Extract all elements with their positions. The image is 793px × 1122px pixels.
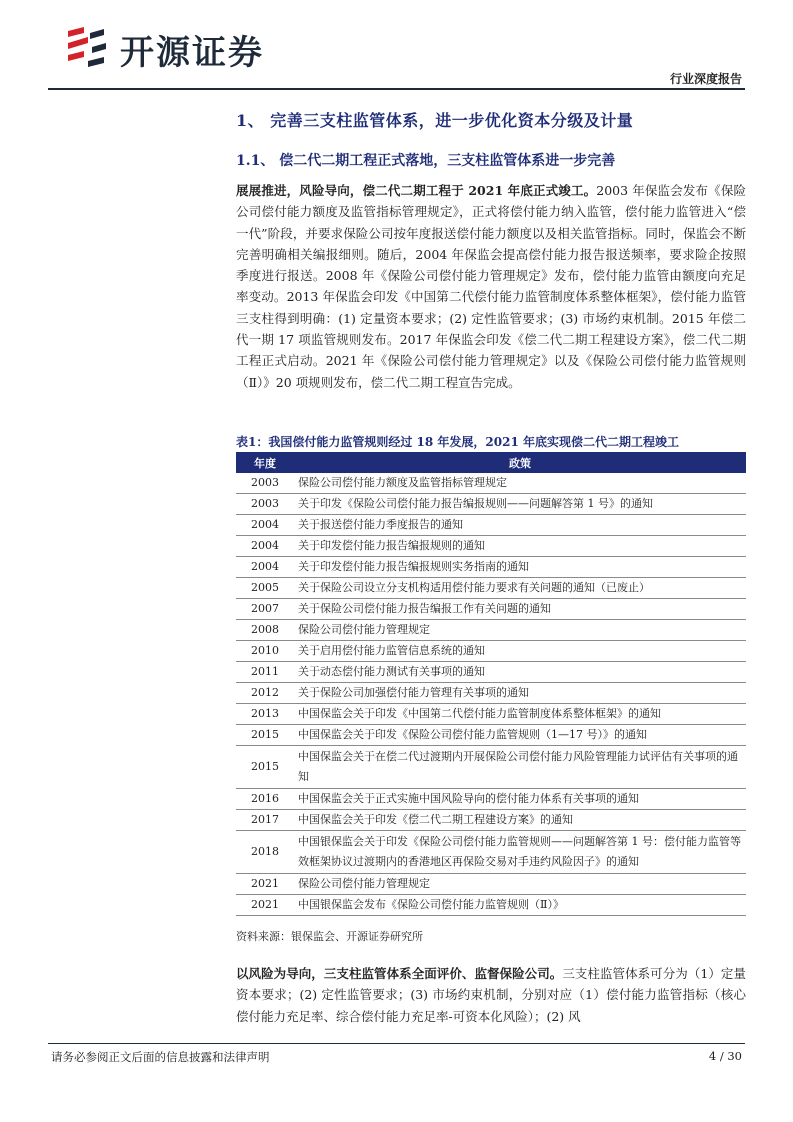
section-1-1-heading: 1.1、 偿二代二期工程正式落地，三支柱监管体系进一步完善 <box>236 153 616 169</box>
table-row <box>236 683 746 704</box>
page-number: 4 / 30 <box>708 1049 742 1063</box>
table-cell-year: 2004 <box>236 536 294 557</box>
table-row <box>236 746 746 789</box>
table-cell-policy: 关于保险公司设立分支机构适用偿付能力要求有关问题的通知（已废止） <box>294 578 746 599</box>
table-row <box>236 620 746 641</box>
table-1-caption: 表1：我国偿付能力监管规则经过 18 年发展，2021 年底实现偿二代二期工程竣工 <box>236 435 679 449</box>
table-cell-policy: 中国银保监会关于印发《保险公司偿付能力监管规则——问题解答第 1 号：偿付能力监管等效框架协议过渡期内的香港地区再保险交易对手违约风险因子》的通知 <box>294 831 746 874</box>
table-cell-year: 2016 <box>236 789 294 810</box>
table-source: 资料来源：银保监会、开源证券研究所 <box>236 930 423 943</box>
table-cell-year: 2015 <box>236 725 294 746</box>
table-cell-year: 2013 <box>236 704 294 725</box>
table-cell-policy: 关于报送偿付能力季度报告的通知 <box>294 515 746 536</box>
table-row <box>236 578 746 599</box>
table-cell-year: 2021 <box>236 874 294 895</box>
paragraph-2 <box>236 963 746 1027</box>
table-cell-policy: 中国保监会关于印发《保险公司偿付能力监管规则（1—17 号）》的通知 <box>294 725 746 746</box>
table-cell-policy: 中国保监会关于印发《中国第二代偿付能力监管制度体系整体框架》的通知 <box>294 704 746 725</box>
paragraph-1 <box>236 180 746 393</box>
table-cell-policy: 保险公司偿付能力管理规定 <box>294 874 746 895</box>
table-cell-year: 2017 <box>236 810 294 831</box>
logo-text: 开源证券 <box>120 32 264 73</box>
table-row <box>236 473 746 494</box>
paragraph-2-body: 三支柱监管体系可分为（1）定量资本要求；(2) 定性监管要求；(3) 市场约束机制，分别对应（1）偿付能力监管指标（核心偿付能力充足率、综合偿付能力充足率-可资本化风险）；(2) 风 <box>236 966 746 1024</box>
header-divider <box>48 88 745 90</box>
section-1-heading: 1、 完善三支柱监管体系，进一步优化资本分级及计量 <box>236 111 634 130</box>
table-cell-policy: 中国保监会关于正式实施中国风险导向的偿付能力体系有关事项的通知 <box>294 789 746 810</box>
column-header-policy: 政策 <box>294 452 746 473</box>
table-header-row <box>236 452 746 473</box>
table-cell-policy: 保险公司偿付能力管理规定 <box>294 620 746 641</box>
table-cell-year: 2005 <box>236 578 294 599</box>
table-row <box>236 515 746 536</box>
table-cell-policy: 关于启用偿付能力监管信息系统的通知 <box>294 641 746 662</box>
logo-mark-icon <box>64 25 110 73</box>
table-cell-policy: 中国保监会关于印发《偿二代二期工程建设方案》的通知 <box>294 810 746 831</box>
table-cell-policy: 关于保险公司偿付能力报告编报工作有关问题的通知 <box>294 599 746 620</box>
table-row <box>236 874 746 895</box>
table-cell-policy: 关于印发偿付能力报告编报规则的通知 <box>294 536 746 557</box>
table-cell-policy: 中国保监会关于在偿二代过渡期内开展保险公司偿付能力风险管理能力试评估有关事项的通知 <box>294 746 746 789</box>
table-cell-year: 2012 <box>236 683 294 704</box>
table-cell-year: 2015 <box>236 746 294 789</box>
table-cell-year: 2018 <box>236 831 294 874</box>
table-row <box>236 599 746 620</box>
footer-disclaimer: 请务必参阅正文后面的信息披露和法律声明 <box>51 1050 270 1064</box>
table-row <box>236 895 746 916</box>
table-cell-year: 2007 <box>236 599 294 620</box>
table-row <box>236 557 746 578</box>
table-cell-policy: 关于印发偿付能力报告编报规则实务指南的通知 <box>294 557 746 578</box>
table-cell-year: 2004 <box>236 557 294 578</box>
table-row <box>236 725 746 746</box>
table-cell-policy: 中国银保监会发布《保险公司偿付能力监管规则（Ⅱ）》 <box>294 895 746 916</box>
table-row <box>236 536 746 557</box>
table-row <box>236 810 746 831</box>
table-row <box>236 789 746 810</box>
report-type-label: 行业深度报告 <box>669 72 742 86</box>
table-cell-policy: 关于印发《保险公司偿付能力报告编报规则——问题解答第 1 号》的通知 <box>294 494 746 515</box>
column-header-year: 年度 <box>236 452 294 473</box>
table-cell-year: 2011 <box>236 662 294 683</box>
table-cell-year: 2003 <box>236 494 294 515</box>
table-cell-year: 2004 <box>236 515 294 536</box>
table-row <box>236 641 746 662</box>
footer-divider <box>48 1043 745 1044</box>
table-row <box>236 494 746 515</box>
table-cell-year: 2003 <box>236 473 294 494</box>
paragraph-1-body: 2003 年保监会发布《保险公司偿付能力额度及监管指标管理规定》，正式将偿付能力纳入监管，偿付能力监管进入“偿一代”阶段，并要求保险公司按年度报送偿付能力额度以及相关监管指标。同时，保监会不断完善明确相关编报细则。随后，2004 年保监会提高偿付能力报告报送频率，要求险企按照季度进行报送。2008 年《保险公司偿付能力管理规定》发布，偿付能力监管由额度向充足率变动。2013 年保监会印发《中国第二代偿付能力监管制度体系整体框架》，偿付能力监管三支柱得到明确：(1) 定量资本要求；(2) 定性监管要求；(3) 市场约束机制。2015 年偿二代一期 17 项监管规则发布。2017 年保监会印发《偿二代二期工程建设方案》，偿二代二期工程正式启动。2021 年《保险公司偿付能力管理规定》以及《保险公司偿付能力监管规则（Ⅱ）》20 项规则发布，偿二代二期工程宣告完成。 <box>236 183 746 390</box>
table-cell-year: 2010 <box>236 641 294 662</box>
table-cell-policy: 关于动态偿付能力测试有关事项的通知 <box>294 662 746 683</box>
table-cell-year: 2021 <box>236 895 294 916</box>
table-cell-policy: 关于保险公司加强偿付能力管理有关事项的通知 <box>294 683 746 704</box>
table-cell-year: 2008 <box>236 620 294 641</box>
table-row <box>236 704 746 725</box>
company-logo <box>64 24 264 74</box>
table-row <box>236 662 746 683</box>
table-cell-policy: 保险公司偿付能力额度及监管指标管理规定 <box>294 473 746 494</box>
paragraph-1-lead: 展展推进，风险导向，偿二代二期工程于 2021 年底正式竣工。 <box>236 183 597 198</box>
table-row <box>236 831 746 874</box>
paragraph-2-lead: 以风险为导向，三支柱监管体系全面评价、监督保险公司。 <box>236 966 563 981</box>
policy-table <box>236 452 746 916</box>
